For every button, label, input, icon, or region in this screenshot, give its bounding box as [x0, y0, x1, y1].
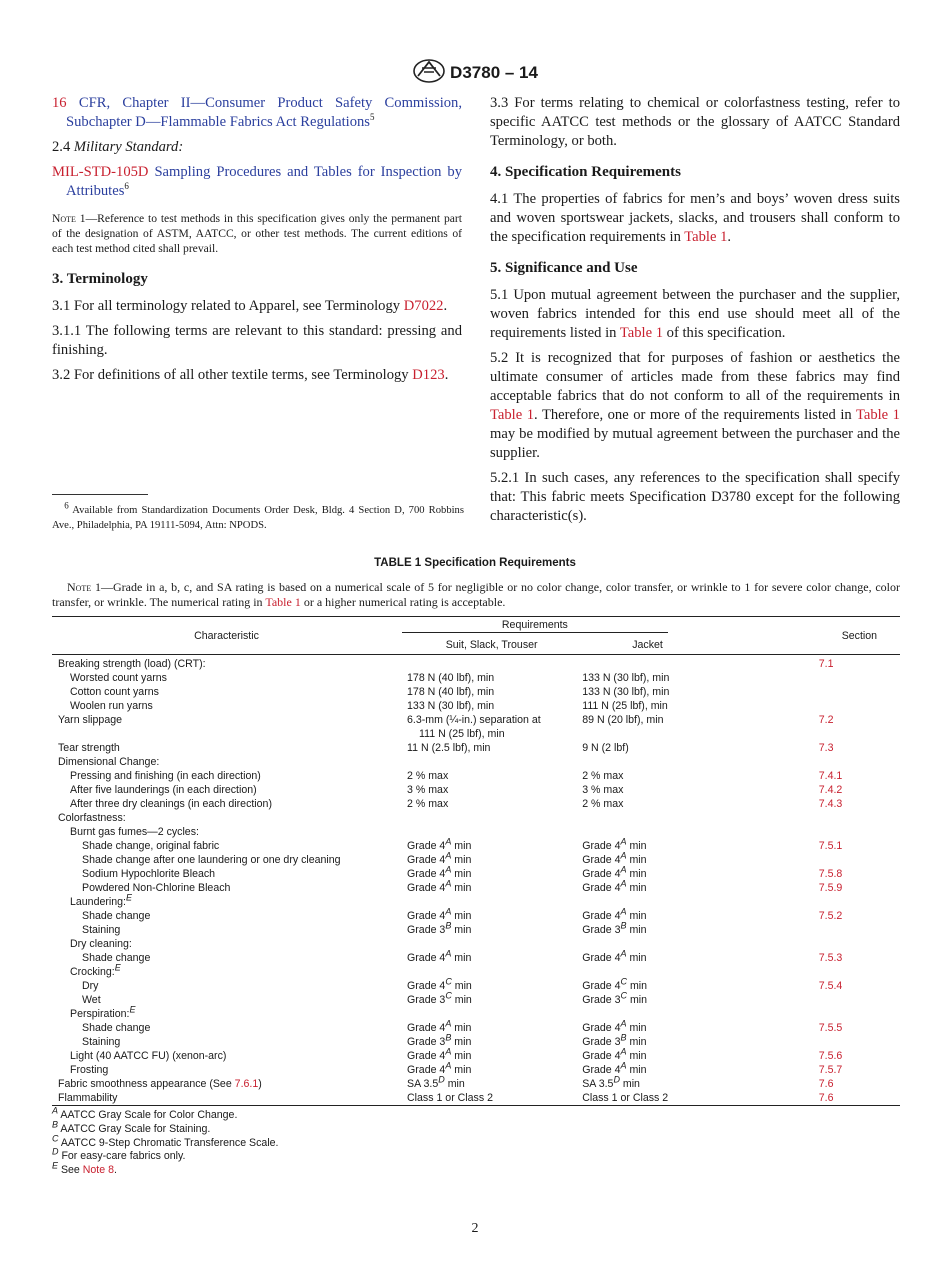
cell-section: [819, 685, 900, 699]
table-row: [52, 993, 900, 1007]
cell-suit: [401, 655, 582, 672]
cell-suit: Grade $4^A$ min: [407, 864, 472, 880]
cell-suit: 2 % max: [407, 798, 449, 810]
cell-jacket: SA $3.5^D$ min: [582, 1074, 640, 1090]
table-row: [52, 699, 900, 713]
cell-jacket: 133 N (30 lbf), min: [582, 686, 670, 698]
cell-jacket: Grade $4^A$ min: [582, 906, 647, 922]
table-row: [52, 895, 900, 909]
cell-jacket: 2 % max: [582, 770, 624, 782]
section-5-heading: 5. Significance and Use: [490, 260, 638, 276]
table-footnote: $^E$ See Note 8.: [52, 1160, 117, 1177]
cell-characteristic: Breaking strength (load) (CRT):: [58, 658, 206, 670]
section-3-heading: 3. Terminology: [52, 271, 148, 287]
mil-std-link[interactable]: MIL-STD-105D Sampling Procedures and Tables for Inspection by Attributes: [52, 164, 462, 199]
para-3-1-1: 3.1.1 The following terms are relevant to this standard: pressing and finishing.: [52, 323, 462, 358]
cell-characteristic: Colorfastness:: [58, 812, 126, 824]
table-row: [52, 685, 900, 699]
cell-suit: Grade $4^C$ min: [407, 976, 472, 992]
cell-characteristic: Light (40 AATCC FU) (xenon-arc): [70, 1050, 227, 1062]
cell-jacket: Grade $4^A$ min: [582, 1046, 647, 1062]
cell-jacket: Grade $4^A$ min: [582, 850, 647, 866]
cell-suit: Grade $4^A$ min: [407, 948, 472, 964]
cell-jacket: Grade $4^A$ min: [582, 948, 647, 964]
cell-characteristic: Yarn slippage: [58, 714, 122, 726]
military-standard-heading: 2.4 Military Standard:: [52, 139, 184, 155]
cell-section[interactable]: 7.5.4: [818, 980, 843, 992]
cell-suit: [401, 1007, 582, 1021]
table1-link[interactable]: Table 1: [684, 229, 728, 245]
cell-characteristic: Frosting: [70, 1064, 109, 1076]
note-1: Note 1—Reference to test methods in this specification gives only the permanent part of the designation of ASTM, AATCC, or other test methods. The current editions of each test method cited shall prevail.: [52, 212, 462, 255]
cell-jacket: [582, 811, 819, 825]
cell-suit: [401, 895, 582, 909]
cell-characteristic: Powdered Non-Chlorine Bleach: [82, 882, 231, 894]
table-row: [52, 1049, 900, 1063]
footnote-rule: [52, 494, 148, 495]
header-jacket: Jacket: [582, 635, 819, 655]
cell-section[interactable]: 7.5.7: [818, 1064, 843, 1076]
right-column: [490, 94, 900, 532]
cell-section: [819, 699, 900, 713]
cell-suit: Grade $4^A$ min: [407, 836, 472, 852]
table-row: [52, 783, 900, 797]
table-body: [52, 655, 900, 1106]
table-row: [52, 1021, 900, 1035]
table-row: [52, 1063, 900, 1077]
cell-suit: [401, 937, 582, 951]
table-caption: TABLE 1 Specification Requirements: [374, 557, 576, 569]
para-5-1: 5.1 Upon mutual agreement between the purchaser and the supplier, woven fabrics intended for this end use should meet all of the requirements listed in Table 1 of this specification.: [490, 287, 900, 341]
table-row: [52, 881, 900, 895]
cell-suit: 178 N (40 lbf), min: [407, 672, 495, 684]
table-row: [52, 811, 900, 825]
section-4-heading: 4. Specification Requirements: [490, 164, 681, 180]
cell-section[interactable]: 7.5.5: [818, 1022, 843, 1034]
cell-characteristic: Pressing and finishing (in each direction): [70, 770, 261, 782]
cell-section: [819, 825, 900, 839]
table-row: [52, 713, 900, 741]
cell-suit: SA $3.5^D$ min: [407, 1074, 465, 1090]
cell-characteristic: After five launderings (in each direction): [70, 784, 257, 796]
cell-section[interactable]: 7.4.3: [818, 798, 843, 810]
cell-suit: Grade $4^A$ min: [407, 850, 472, 866]
para-5-2-1: 5.2.1 In such cases, any references to the specification shall specify that: This fabric meets Specification D3780 except for the following characteristic(s).: [490, 470, 900, 524]
cell-section[interactable]: 7.5.1: [818, 840, 843, 852]
header-suit: Suit, Slack, Trouser: [401, 635, 582, 655]
para-4-1: 4.1 The properties of fabrics for men’s and boys’ woven dress suits and woven sportswear jackets, slacks, and trousers shall conform to the specification requirements in Table 1.: [490, 191, 900, 245]
cell-suit: Grade $4^A$ min: [407, 1060, 472, 1076]
cell-characteristic: Shade change: [82, 1022, 151, 1034]
cell-suit: 6.3-mm (¼-in.) separation at 111 N (25 lbf), min: [407, 714, 541, 740]
cell-suit: Grade $4^A$ min: [407, 1046, 472, 1062]
cell-jacket: Grade $3^B$ min: [582, 920, 647, 936]
cell-characteristic: Shade change: [82, 952, 151, 964]
cell-section: [819, 965, 900, 979]
cell-section[interactable]: 7.6: [819, 1091, 900, 1106]
mil-std-reference: MIL-STD-105D Sampling Procedures and Tables for Inspection by Attributes$^6$: [52, 164, 462, 199]
cell-suit: [401, 965, 582, 979]
cell-section: [819, 1007, 900, 1021]
cell-section[interactable]: 7.1: [818, 658, 834, 670]
table-footnote: $^B$ AATCC Gray Scale for Staining.: [52, 1119, 211, 1135]
footnote-6: $^6$ Available from Standardization Documents Order Desk, Bldg. 4 Section D, 700 Robbins Ave., Philadelphia, PA 19111-5094, Attn: NPODS.: [52, 500, 464, 531]
cell-characteristic: Worsted count yarns: [70, 672, 167, 684]
para-3-3: 3.3 For terms relating to chemical or colorfastness testing, refer to specific AATCC test methods or the glossary of AATCC Standard Terminology, or both.: [490, 95, 900, 149]
cell-suit: 133 N (30 lbf), min: [407, 700, 495, 712]
specification-table: [52, 616, 900, 1106]
cell-section[interactable]: 7.2: [818, 714, 834, 726]
cell-suit: 11 N (2.5 lbf), min: [407, 742, 491, 754]
cell-characteristic: Dry: [82, 980, 99, 992]
cell-characteristic: Shade change after one laundering or one dry cleaning: [82, 854, 341, 866]
table-row: [52, 671, 900, 685]
cell-jacket: 2 % max: [582, 798, 624, 810]
cell-suit: 178 N (40 lbf), min: [407, 686, 495, 698]
cell-suit: 3 % max: [407, 784, 449, 796]
cell-jacket: 3 % max: [582, 784, 624, 796]
table1-link[interactable]: Table 1: [855, 407, 900, 423]
para-5-2: 5.2 It is recognized that for purposes of fashion or aesthetics the ultimate consumer of articles made from these fabrics may find acceptable fabrics that do not conform to all of the requirements in Table 1. Therefore, one or more of the requirements listed in Table 1 may be modified by mutual agreement between the purchaser and the supplier.: [490, 350, 900, 461]
cell-section: [819, 811, 900, 825]
cell-section[interactable]: 7.3: [818, 742, 834, 754]
cell-jacket: 9 N (2 lbf): [582, 742, 629, 754]
table-row: [52, 797, 900, 811]
cell-section: [819, 755, 900, 769]
cell-section[interactable]: 7.6: [818, 1078, 834, 1090]
cell-characteristic: Dry cleaning:: [70, 938, 132, 950]
section-link[interactable]: 7.6.1: [234, 1078, 259, 1090]
cell-jacket: [582, 965, 819, 979]
d7022-link[interactable]: D7022: [403, 298, 444, 314]
cell-characteristic: Cotton count yarns: [70, 686, 159, 698]
cell-jacket: Grade $4^A$ min: [582, 878, 647, 894]
table-footnote: $^C$ AATCC 9-Step Chromatic Transference Scale.: [52, 1133, 279, 1149]
para-3-1: 3.1 For all terminology related to Apparel, see Terminology D7022.: [52, 298, 448, 314]
table-row: [52, 1091, 900, 1106]
page-number: 2: [471, 1221, 479, 1236]
cell-characteristic: Woolen run yarns: [70, 700, 153, 712]
header-requirements: Requirements: [401, 617, 819, 636]
cell-section: [819, 895, 900, 909]
table-row: [52, 1035, 900, 1049]
cell-characteristic: Tear strength: [58, 742, 120, 754]
table-footnote: $^A$ AATCC Gray Scale for Color Change.: [52, 1105, 238, 1121]
cell-characteristic: After three dry cleanings (in each direction): [70, 798, 272, 810]
cell-section: [819, 671, 900, 685]
standard-designation: D3780 – 14: [450, 62, 538, 82]
header-characteristic: Characteristic: [52, 617, 401, 655]
table-row: [52, 839, 900, 853]
cell-characteristic: Shade change: [82, 910, 151, 922]
cell-jacket: Grade $4^A$ min: [582, 1018, 647, 1034]
cell-characteristic: Fabric smoothness appearance (See 7.6.1): [58, 1078, 262, 1090]
cell-jacket: 89 N (20 lbf), min: [582, 714, 664, 726]
cell-characteristic: Flammability: [52, 1091, 401, 1106]
cell-jacket: [582, 937, 819, 951]
table-row: [52, 951, 900, 965]
cell-suit: Grade $4^A$ min: [407, 1018, 472, 1034]
cell-jacket: Grade $3^C$ min: [582, 990, 648, 1006]
cell-suit: [401, 825, 582, 839]
cell-jacket: Grade $4^C$ min: [582, 976, 648, 992]
cell-section: [819, 937, 900, 951]
cell-jacket: [582, 1007, 819, 1021]
cell-section: [819, 853, 900, 867]
cell-characteristic: Burnt gas fumes—2 cycles:: [70, 826, 199, 838]
left-column: [52, 94, 462, 391]
cell-section[interactable]: 7.5.2: [818, 910, 843, 922]
table-row: [52, 1007, 900, 1021]
cell-section[interactable]: 7.5.8: [818, 868, 843, 880]
cell-suit: Grade $3^B$ min: [407, 1032, 472, 1048]
cell-jacket: [582, 655, 819, 672]
cell-section[interactable]: 7.5.9: [818, 882, 843, 894]
cell-jacket: Grade $4^A$ min: [582, 836, 647, 852]
table-row: [52, 655, 900, 672]
cell-section[interactable]: 7.4.2: [818, 784, 843, 796]
cell-characteristic: Shade change, original fabric: [82, 840, 220, 852]
cell-characteristic: Staining: [82, 1036, 121, 1048]
table-row: [52, 741, 900, 755]
cell-characteristic: Laundering:$^E$: [70, 892, 132, 908]
cell-characteristic: Perspiration:$^E$: [70, 1004, 136, 1020]
note-8-link[interactable]: Note 8: [82, 1164, 114, 1177]
table-row: [52, 853, 900, 867]
cell-suit: Grade $4^A$ min: [407, 878, 472, 894]
cell-section: [819, 993, 900, 1007]
cell-suit: Class 1 or Class 2: [401, 1091, 582, 1106]
table1-link[interactable]: Table 1: [265, 595, 301, 609]
cell-jacket: [582, 755, 819, 769]
astm-logo-icon: [412, 58, 446, 89]
table-row: [52, 923, 900, 937]
cell-characteristic: Wet: [82, 994, 101, 1006]
page-header: [0, 58, 950, 89]
table1-link[interactable]: Table 1: [619, 325, 663, 341]
cell-suit: 2 % max: [407, 770, 449, 782]
table-row: [52, 769, 900, 783]
cell-jacket: 133 N (30 lbf), min: [582, 672, 670, 684]
cell-jacket: Class 1 or Class 2: [582, 1091, 819, 1106]
table-row: [52, 755, 900, 769]
cfr-link[interactable]: 16 CFR, Chapter II—Consumer Product Safety Commission, Subchapter D—Flammable Fabrics Act Regulations: [52, 95, 462, 130]
cell-suit: Grade $3^B$ min: [407, 920, 472, 936]
table-row: [52, 1077, 900, 1091]
cell-suit: Grade $4^A$ min: [407, 906, 472, 922]
para-3-2: 3.2 For definitions of all other textile terms, see Terminology D123.: [52, 367, 449, 383]
table-row: [52, 909, 900, 923]
cell-jacket: Grade $3^B$ min: [582, 1032, 647, 1048]
cell-section: [819, 1035, 900, 1049]
cell-characteristic: Staining: [82, 924, 121, 936]
cell-jacket: Grade $4^A$ min: [582, 1060, 647, 1076]
cell-section[interactable]: 7.5.6: [818, 1050, 843, 1062]
cell-jacket: 111 N (25 lbf), min: [582, 700, 668, 712]
table-footnotes: [52, 1105, 452, 1178]
table-row: [52, 867, 900, 881]
cell-characteristic: Sodium Hypochlorite Bleach: [82, 868, 216, 880]
d123-link[interactable]: D123: [412, 367, 445, 383]
cell-jacket: [582, 895, 819, 909]
cell-suit: Grade $3^C$ min: [407, 990, 472, 1006]
cell-section[interactable]: 7.5.3: [818, 952, 843, 964]
table-row: [52, 937, 900, 951]
table-note: Note 1—Grade in a, b, c, and SA rating is based on a numerical scale of 5 for negligible or no color change, color transfer, or wrinkle to 1 for severe color change, color transfer, or wrinkle. The numerical rating in Table 1 or a higher numerical rating is acceptable.: [52, 580, 901, 609]
cell-characteristic: Crocking:$^E$: [70, 962, 121, 978]
table1-link[interactable]: Table 1: [490, 407, 535, 423]
cell-jacket: Grade $4^A$ min: [582, 864, 647, 880]
table-row: [52, 965, 900, 979]
table-row: [52, 979, 900, 993]
header-section: Section: [819, 617, 900, 655]
cell-characteristic: Dimensional Change:: [58, 756, 160, 768]
cell-section[interactable]: 7.4.1: [818, 770, 843, 782]
cell-suit: [401, 811, 582, 825]
table-footnote: $^D$ For easy-care fabrics only.: [52, 1146, 186, 1163]
cell-suit: [401, 755, 582, 769]
cell-section: [819, 923, 900, 937]
cell-jacket: [582, 825, 819, 839]
table-row: [52, 825, 900, 839]
cfr-reference: 16 CFR, Chapter II—Consumer Product Safety Commission, Subchapter D—Flammable Fabrics Act Regulations$^5$: [52, 95, 462, 130]
